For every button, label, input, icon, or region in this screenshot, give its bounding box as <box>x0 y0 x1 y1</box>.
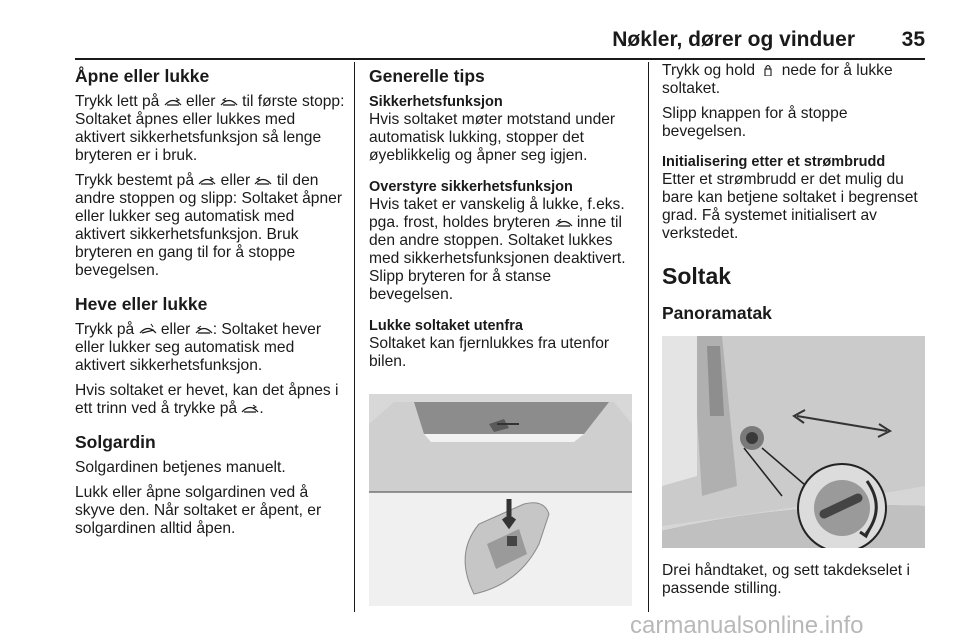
text-initialisation: Etter et strømbrudd er det mulig du bare kan betjene soltaket i begrenset grad. Få systemet initialisert av verkstedet. <box>662 171 918 242</box>
paragraph-firm-press: Trykk bestemt på eller til den andre stoppen og slipp: Soltaket åpner eller lukker seg automatisk med aktivert sikkerhetsfunksjon. Bruk bryteren en gang til for å stoppe bevegelsen. <box>75 172 343 279</box>
sunroof-close-icon <box>195 323 213 335</box>
column-1 <box>75 62 347 545</box>
column-2 <box>369 62 634 384</box>
text-safety: Hvis soltaket møter motstand under automatisk lukking, stopper det øyeblikkelig og åpner seg igjen. <box>369 111 616 164</box>
sunroof-open-icon <box>198 174 216 186</box>
page-number: 35 <box>901 28 925 51</box>
block-remote <box>369 317 634 371</box>
page-header <box>75 28 925 60</box>
subheading-safety: Sikkerhetsfunksjon <box>369 94 503 110</box>
heading-sunblind: Solgardin <box>75 432 156 452</box>
text-override: Hvis taket er vanskelig å lukke, f.eks. pga. frost, holdes bryteren inne til den andre stoppen. Soltaket lukkes med sikkerhetsfunksjonen deaktivert. Slipp bryteren for å stanse bevegelsen. <box>369 196 626 303</box>
key-lock-button-icon <box>759 64 777 76</box>
sunroof-close-icon <box>254 174 272 186</box>
figure-caption: Drei håndtaket, og sett takdekselet i passende stilling. <box>662 562 910 597</box>
paragraph-sunblind-manual: Solgardinen betjenes manuelt. <box>75 459 286 476</box>
block-override <box>369 178 634 304</box>
sunroof-close-icon <box>220 95 238 107</box>
paragraph-tilt: Trykk på eller : Soltaket hever eller lukker seg automatisk med aktivert sikkerhetsfunksjon. <box>75 321 322 374</box>
watermark: carmanualsonline.info <box>630 612 864 639</box>
chapter-title: Nøkler, dører og vinduer <box>612 28 855 51</box>
heading-open-close: Åpne eller lukke <box>75 66 210 86</box>
sunroof-open-icon <box>164 95 182 107</box>
paragraph-tilted-open: Hvis soltaket er hevet, kan det åpnes i ett trinn ved å trykke på . <box>75 382 339 417</box>
sunroof-tilt-icon <box>139 323 157 335</box>
heading-panoramic-roof: Panoramatak <box>662 303 772 323</box>
sunroof-open-icon <box>241 402 259 414</box>
column-divider-2 <box>648 62 649 612</box>
illustration-panoramic-roof <box>662 336 925 548</box>
block-initialisation <box>662 153 927 243</box>
subheading-remote: Lukke soltaket utenfra <box>369 318 523 334</box>
sunroof-close-icon <box>555 216 573 228</box>
text-remote: Soltaket kan fjernlukkes fra utenfor bilen. <box>369 335 610 370</box>
heading-general-tips: Generelle tips <box>369 66 485 86</box>
heading-tilt: Heve eller lukke <box>75 294 208 314</box>
heading-sunroof: Soltak <box>662 263 732 289</box>
block-safety <box>369 93 634 165</box>
paragraph-release-key: Slipp knappen for å stoppe bevegelsen. <box>662 105 848 140</box>
paragraph-sunblind-slide: Lukk eller åpne solgardinen ved å skyve den. Når soltaket er åpent, er solgardinen alltid åpen. <box>75 484 322 537</box>
illustration-remote-key <box>369 394 632 606</box>
column-divider-1 <box>354 62 355 612</box>
column-3 <box>662 62 927 330</box>
paragraph-light-press: Trykk lett på eller til første stopp: Soltaket åpnes eller lukkes med aktivert sikkerhetsfunksjon så lenge bryteren er i bruk. <box>75 93 345 164</box>
paragraph-hold-key: Trykk og hold nede for å lukke soltaket. <box>662 62 893 97</box>
subheading-initialisation: Initialisering etter et strømbrudd <box>662 154 886 170</box>
subheading-override: Overstyre sikkerhetsfunksjon <box>369 179 573 195</box>
